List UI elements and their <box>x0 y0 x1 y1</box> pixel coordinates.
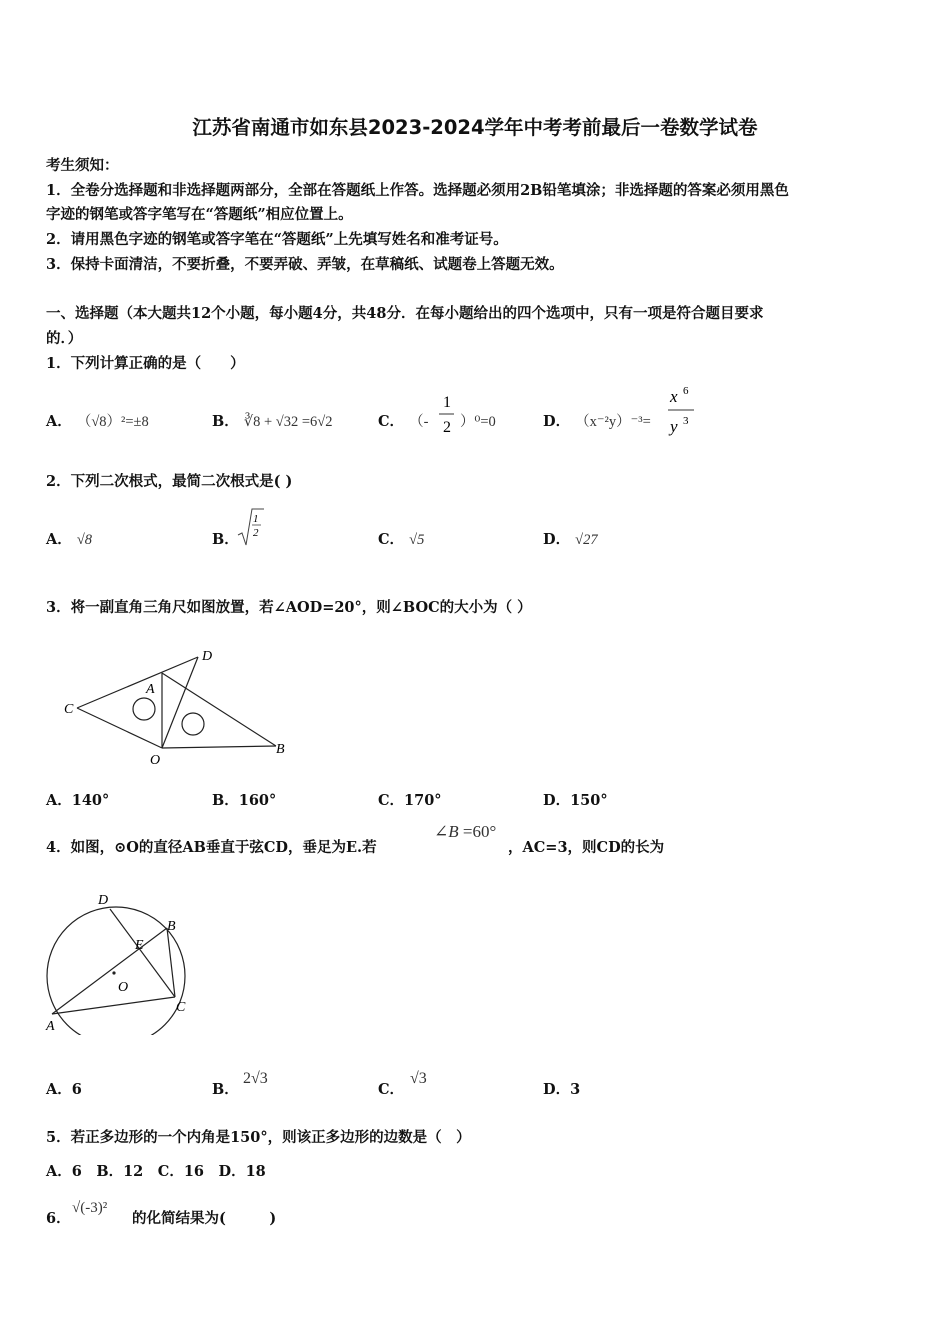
q2-option-d: D． √27 <box>543 531 598 548</box>
q2-stem: 2．下列二次根式，最简二次根式是( ) <box>46 473 293 490</box>
q1-stem: 1．下列计算正确的是（ ） <box>46 355 245 372</box>
q3-figure-triangles <box>60 640 300 770</box>
q1-option-c-fraction <box>436 390 458 438</box>
q6-stem: 的化简结果为( ) <box>132 1210 277 1227</box>
svg-text:2: 2 <box>253 527 259 539</box>
q3-option-b: B．160° <box>212 792 277 809</box>
q6-expression: √(-3)² <box>72 1200 108 1216</box>
svg-text:x: x <box>670 387 678 406</box>
q1-option-a-label: A． <box>46 413 72 430</box>
q1-option-b: B． ∛8 + √32 =6√2 <box>212 413 333 430</box>
q4-label-o: O <box>118 980 129 995</box>
q2-option-a-label: A． <box>46 531 72 548</box>
q5-stem: 5．若正多边形的一个内角是150°，则该正多边形的边数是（ ） <box>46 1129 471 1146</box>
page-title: 江苏省南通市如东县2023-2024学年中考考前最后一卷数学试卷 <box>192 116 758 139</box>
q2-option-c: C． √5 <box>378 531 425 548</box>
q4-option-a: A．6 <box>46 1081 82 1098</box>
q4-label-d: D <box>98 893 109 908</box>
q3-stem: 3．将一副直角三角尺如图放置，若∠AOD=20°，则∠BOC的大小为（ ） <box>46 599 532 616</box>
q4-stem-b: ，AC=3，则CD的长为 <box>508 839 665 856</box>
notice-line-2: 2．请用黑色字迹的钢笔或答字笔在“答题纸”上先填写姓名和准考证号。 <box>46 231 508 248</box>
notice-line-1a: 1．全卷分选择题和非选择题两部分，全部在答题纸上作答。选择题必须用2B铅笔填涂；非选择题的答案必须用黑色 <box>46 182 789 199</box>
q2-option-c-label: C． <box>378 531 405 548</box>
q6-number: 6． <box>46 1210 71 1227</box>
q1-option-d-fraction <box>664 382 700 440</box>
notice-line-1b: 字迹的钢笔或答字笔写在“答题纸”相应位置上。 <box>46 206 353 223</box>
q1-option-d: D． （x⁻²y）⁻³= <box>543 413 651 430</box>
q3-option-d: D．150° <box>543 792 608 809</box>
svg-text:2: 2 <box>443 419 451 436</box>
q1-option-a: A． （√8）²=±8 <box>46 413 149 430</box>
q4-figure-circle <box>38 885 198 1035</box>
svg-text:1: 1 <box>253 513 259 525</box>
q3-label-o: O <box>150 753 161 768</box>
q5-options: A．6 B．12 C．16 D．18 <box>46 1163 266 1180</box>
q4-label-c: C <box>176 1000 186 1015</box>
notice-line-3: 3．保持卡面清洁，不要折叠，不要弄破、弄皱，在草稿纸、试题卷上答题无效。 <box>46 256 564 273</box>
notice-heading: 考生须知： <box>46 157 119 174</box>
q3-option-a: A．140° <box>46 792 110 809</box>
q1-option-c-rest: ）⁰=0 <box>460 414 496 430</box>
q2-option-d-label: D． <box>543 531 571 548</box>
svg-text:6: 6 <box>683 385 689 397</box>
q1-option-d-label: D． <box>543 413 571 430</box>
section-heading-line-2: 的．） <box>46 330 83 347</box>
q4-label-e: E <box>135 938 144 953</box>
svg-text:y: y <box>670 417 678 436</box>
q2-option-b-label: B． <box>212 531 239 548</box>
q3-label-a: A <box>146 682 155 697</box>
q4-option-b-value: 2√3 <box>243 1070 268 1087</box>
q1-option-b-label: B． <box>212 413 239 430</box>
q4-option-d: D．3 <box>543 1081 581 1098</box>
svg-text:1: 1 <box>443 394 451 411</box>
q4-option-c-label: C． <box>378 1081 405 1098</box>
q3-label-b: B <box>276 742 285 757</box>
q4-option-b-label: B． <box>212 1081 239 1098</box>
section-heading-line-1: 一、选择题（本大题共12个小题，每小题4分，共48分．在每小题给出的四个选项中，只有一项是符合题目要求 <box>46 305 764 322</box>
svg-text:3: 3 <box>683 415 689 427</box>
q4-label-a: A <box>46 1019 55 1034</box>
q1-option-c-label: C． <box>378 413 405 430</box>
q2-option-a: A． √8 <box>46 531 93 548</box>
q4-option-c-value: √3 <box>410 1070 427 1087</box>
q3-label-d: D <box>202 649 213 664</box>
q3-label-c: C <box>64 702 74 717</box>
q1-option-c: C． （- <box>378 413 429 430</box>
q4-label-b: B <box>167 919 176 934</box>
q2-option-b-radical <box>236 505 266 547</box>
q3-option-c: C．170° <box>378 792 442 809</box>
q4-angle-condition: ∠B =60° <box>434 822 497 841</box>
q4-stem-a: 4．如图，⊙O的直径AB垂直于弦CD，垂足为E.若 <box>46 839 377 856</box>
